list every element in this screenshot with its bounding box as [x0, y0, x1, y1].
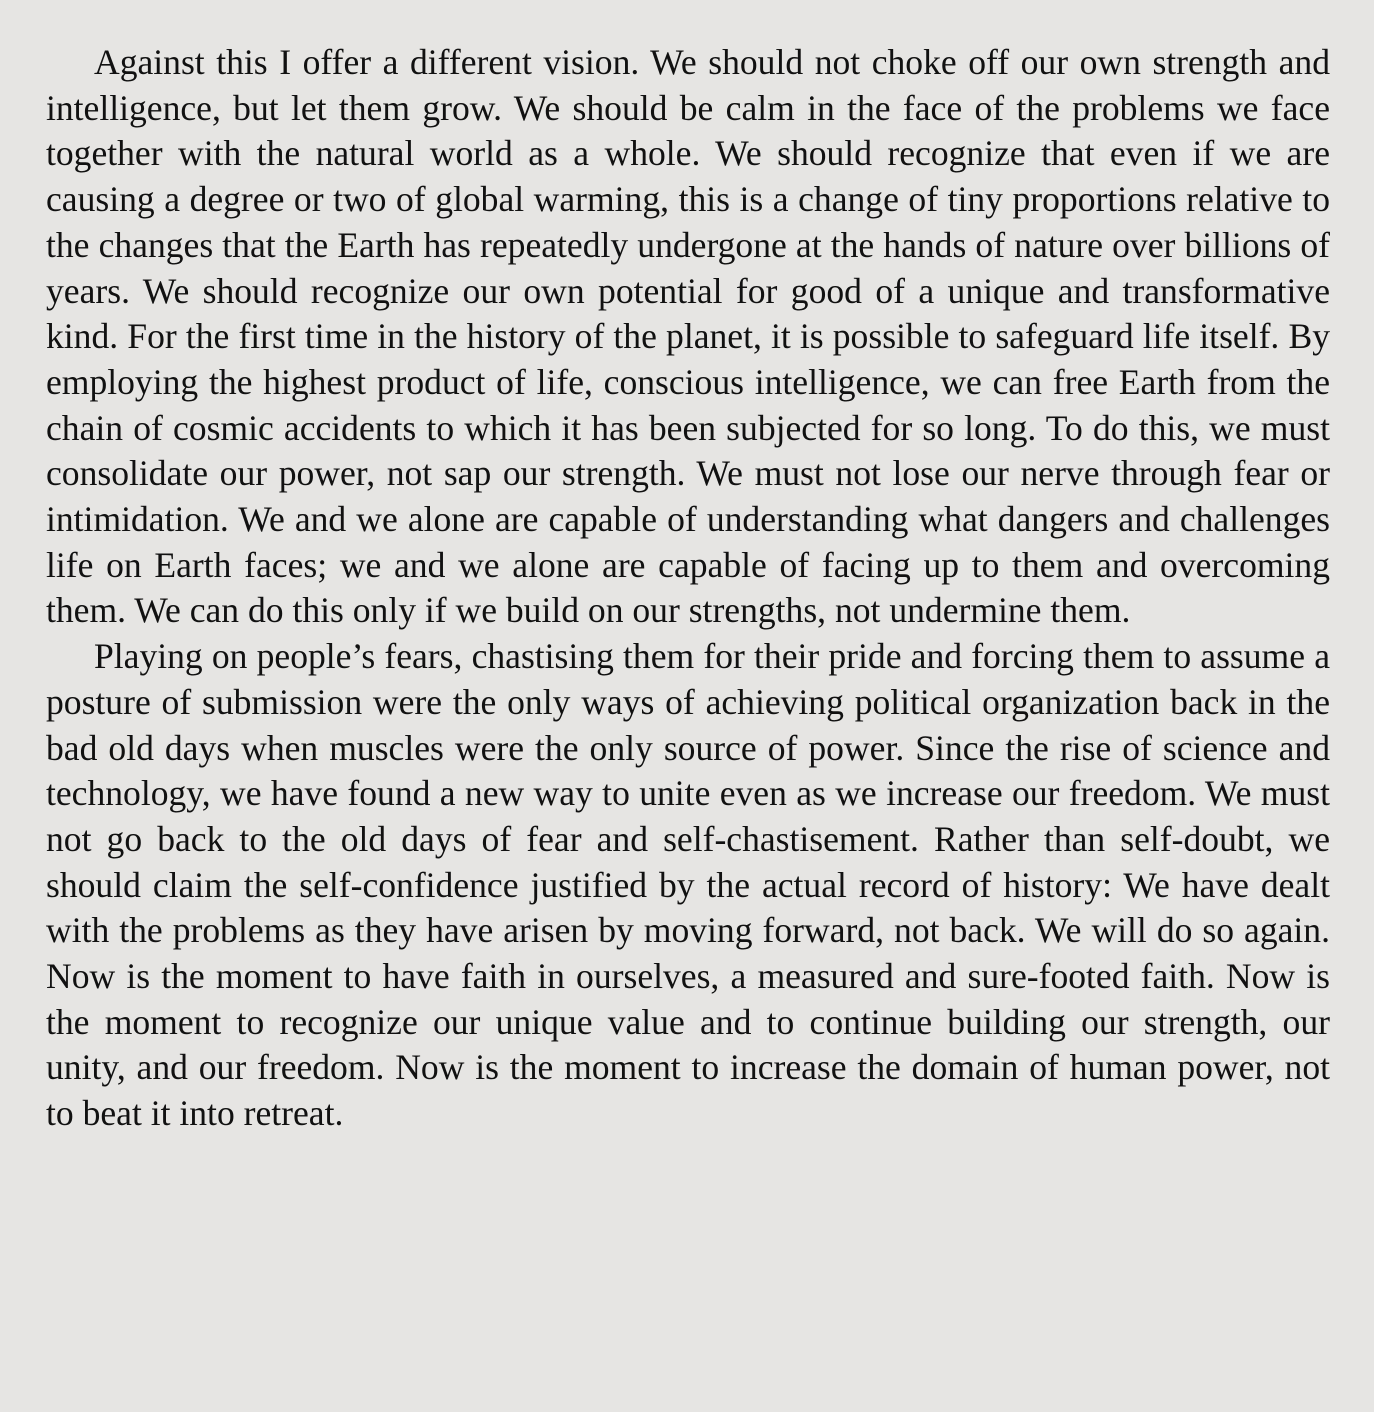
paragraph-1: Against this I offer a different vision. We should not choke off our own strength and intelligence, but let them grow. We should be calm in the face of the problems we face together with the natural world as a whole. We should recognize that even if we are causing a degree or two of global warming, this is a change of tiny proportions relative to the changes that the Earth has repeatedly undergone at the hands of nature over billions of years. We should recognize our own potential for good of a unique and transformative kind. For the first time in the history of the planet, it is possible to safeguard life itself. By employing the highest product of life, conscious intelligence, we can free Earth from the chain of cosmic accidents to which it has been subjected for so long. To do this, we must consolidate our power, not sap our strength. We must not lose our nerve through fear or intimidation. We and we alone are capable of understanding what dangers and challenges life on Earth faces; we and we alone are capable of facing up to them and overcoming them. We can do this only if we build on our strengths, not undermine them.	[46, 42, 1330, 631]
paragraph-2: Playing on people’s fears, chastising them for their pride and forcing them to assume a posture of submission were the only ways of achieving political organization back in the bad old days when muscles were the only source of power. Since the rise of science and technology, we have found a new way to unite even as we increase our freedom. We must not go back to the old days of fear and self-chastisement. Rather than self-doubt, we should claim the self-confidence justified by the actual record of history: We have dealt with the problems as they have arisen by moving forward, not back. We will do so again. Now is the moment to have faith in ourselves, a measured and sure-footed faith. Now is the moment to recognize our unique value and to continue building our strength, our unity, and our freedom. Now is the moment to increase the domain of human power, not to beat it into retreat.	[46, 636, 1330, 1134]
document-page	[46, 40, 1330, 1137]
